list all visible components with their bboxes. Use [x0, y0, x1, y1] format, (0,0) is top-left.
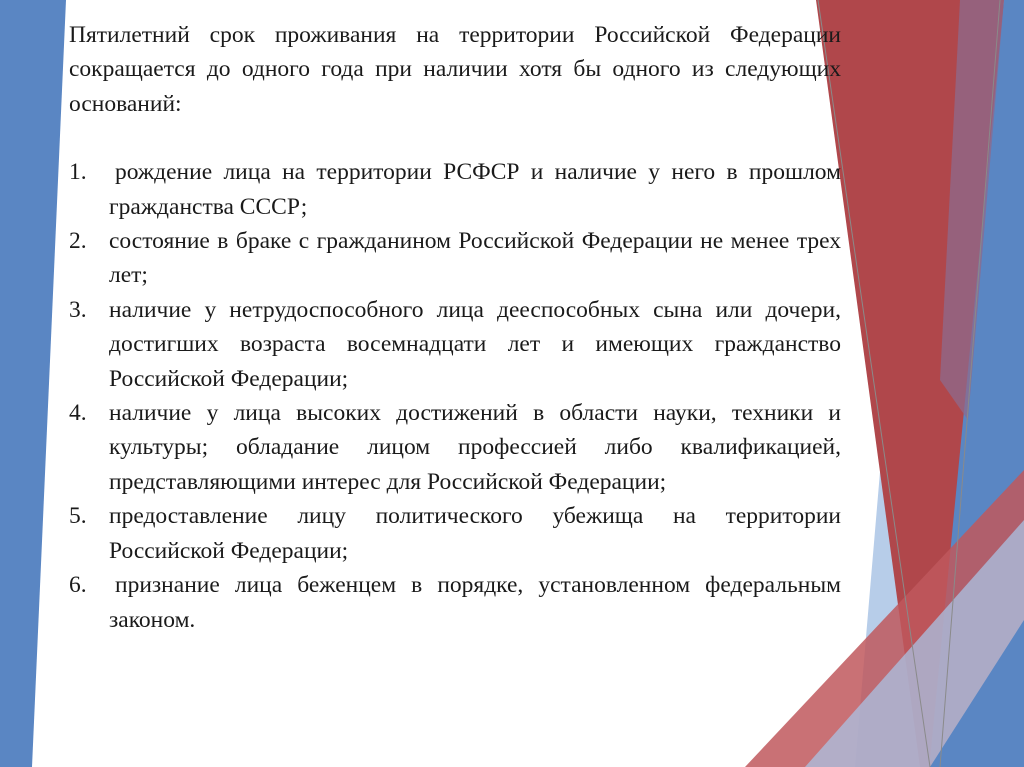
left-blue-wedge — [0, 0, 66, 767]
list-item — [69, 155, 841, 224]
list-item-text: признание лица беженцем в порядке, установленном федеральным законом. — [109, 572, 841, 633]
list-item-text: рождение лица на территории РСФСР и наличие у него в прошлом гражданства СССР; — [109, 159, 841, 220]
spacer — [69, 121, 841, 155]
list-item-number: 1. — [69, 159, 87, 186]
slide-body — [69, 18, 841, 637]
list-item — [69, 499, 841, 568]
list-item-number: 3. — [69, 296, 87, 323]
list-item-text: состояние в браке с гражданином Российской Федерации не менее трех лет; — [109, 228, 841, 289]
grounds-list — [69, 155, 841, 637]
list-item-number: 5. — [69, 503, 87, 530]
list-item-text: наличие у нетрудоспособного лица дееспособных сына или дочери, достигших возраста восемнадцати лет и имеющих гражданство Российской Федерации; — [109, 296, 841, 392]
list-item — [69, 293, 841, 396]
list-item-text: предоставление лицу политического убежища на территории Российской Федерации; — [109, 503, 841, 564]
list-item-text: наличие у лица высоких достижений в области науки, техники и культуры; обладание лицом профессией либо квалификацией, представляющими интерес для Российской Федерации; — [109, 400, 841, 495]
list-item — [69, 568, 841, 637]
intro-paragraph: Пятилетний срок проживания на территории Российской Федерации сокращается до одного года при наличии хотя бы одного из следующих оснований: — [69, 22, 841, 117]
list-item-number: 4. — [69, 400, 87, 427]
list-item — [69, 224, 841, 293]
list-item-number: 2. — [69, 228, 87, 255]
list-item — [69, 396, 841, 499]
list-item-number: 6. — [69, 572, 87, 599]
